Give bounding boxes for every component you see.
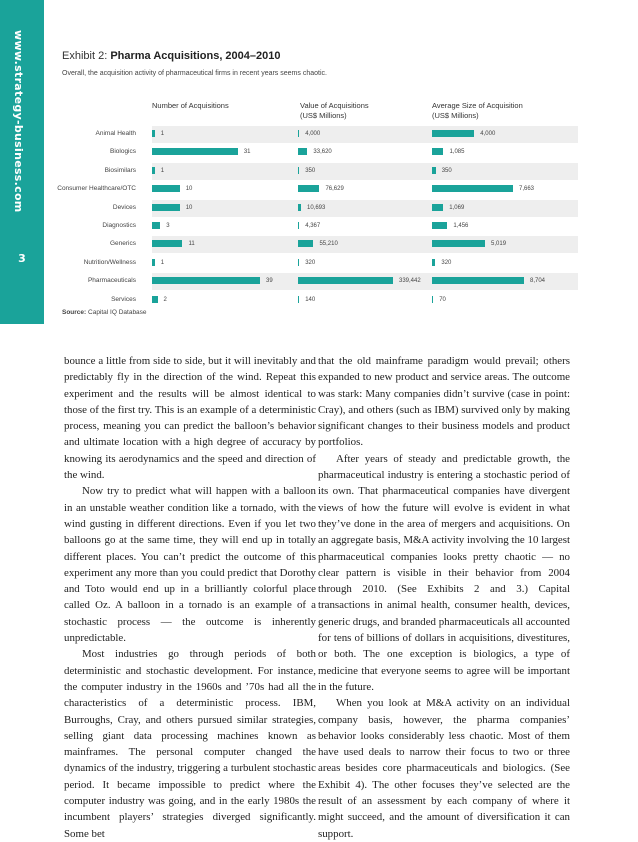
site-url: www.strategy-business.com — [12, 30, 25, 213]
chart-data-label: 10 — [185, 204, 193, 211]
body-paragraph: Now try to predict what will happen with a balloon in an unstable weather condition like a tornado, with the wind gusting in different directions. Even if you let two balloons go at the same time, they will end up in totally different places. You can’t predict the outcome of this experiment any more than you could predict that Dorothy and Toto would end up in a brilliantly colorful place called Oz. A balloon in a tornado is an example of a stochastic process — the outcome is inherently unpredictable. — [64, 485, 316, 645]
chart-bar — [152, 148, 238, 155]
chart-data-label: 1,069 — [449, 204, 465, 211]
chart-row-band — [152, 163, 578, 180]
chart-data-label: 11 — [188, 241, 195, 248]
chart-bar — [432, 148, 443, 155]
chart-bar — [152, 277, 260, 284]
chart-data-label: 39 — [266, 278, 273, 285]
chart-bar — [432, 204, 443, 211]
chart-data-label: 2 — [163, 296, 167, 303]
chart-data-label: 140 — [305, 296, 316, 303]
chart-bar — [152, 259, 155, 266]
chart-bar — [298, 130, 299, 137]
chart-category-label: Pharmaceuticals — [87, 277, 136, 285]
chart-category-label: Services — [111, 295, 136, 303]
chart-column-header-line: Average Size of Acquisition — [432, 101, 523, 110]
chart-bar — [298, 259, 299, 266]
chart-bar — [432, 130, 474, 137]
chart-data-label: 1 — [160, 131, 165, 137]
exhibit-title — [62, 50, 281, 62]
exhibit-label: Exhibit 2: — [62, 50, 111, 62]
body-paragraph: When you look at M&A activity on an individual company basis, however, the pharma companies’ behavior looks considerably less chaotic. Most of them have used deals to narrow their focus to two or three areas besides core pharmaceuticals and biologics. (See Exhibit 4). The other focuses they’ve selected are the result of an assessment by each company of where it might succeed, and the amount of diversification it can support. — [318, 697, 570, 840]
chart-column-header — [432, 101, 523, 121]
chart-data-label: 7,663 — [518, 186, 534, 193]
chart-bar — [432, 277, 524, 284]
body-column-left — [64, 353, 316, 842]
chart-category-label: Biologics — [109, 148, 136, 156]
chart-bar — [152, 130, 155, 137]
chart-column-header — [152, 101, 229, 111]
chart-data-label: 1 — [160, 259, 165, 266]
body-paragraph: After years of steady and predictable growth, the pharmaceutical industry is entering a stochastic period of its own. That pharmaceutical companies have divergent views of how the future will evolve is evident in what they’ve done in the area of mergers and acquisitions. On an aggregate basis, M&A activity involving the 10 largest pharmaceutical companies looks pretty chaotic — no clear pattern is visible in their behavior from 2004 through 2010. (See Exhibits 2 and 3.) Capital transactions in animal health, consumer health, devices, generic drugs, and branded pharmaceuticals all accounted for tens of billions of dollars in acquisitions, divestitures, or both. The one exception is biologics, a type of medicine that everyone seems to agree will be important in the future. — [318, 452, 570, 693]
chart-data-label: 33,620 — [313, 149, 332, 156]
body-paragraph: that the old mainframe paradigm would prevail; others expanded to new product and service areas. The outcome was stark: Many companies didn’t survive (case in point: Cray), and others (such as IBM) survived only by making significant changes to their business models and product portfolios. — [318, 355, 570, 449]
exhibit-title-text: Pharma Acquisitions, 2004–2010 — [110, 50, 281, 62]
chart-data-label: 339,442 — [399, 278, 421, 285]
chart-category-label: Devices — [112, 203, 136, 211]
chart-data-label: 4,000 — [305, 131, 321, 137]
chart-data-label: 10 — [185, 186, 193, 193]
chart-bar — [432, 259, 435, 266]
source-text: Capital IQ Database — [86, 309, 147, 316]
chart-bar — [432, 240, 485, 247]
chart-bar — [152, 296, 158, 303]
chart-data-label: 350 — [441, 167, 452, 174]
body-paragraph: bounce a little from side to side, but it will inevitably and predictably fly in the direction of the wind. Repeat this experiment and the results will be almost identical to those of the first try. This is an example of a deterministic process, meaning you can predict the balloon’s behavior and ultimate location with a high degree of accuracy by knowing its aerodynamics and the speed and direction of the wind. — [64, 355, 316, 482]
chart-row-band — [152, 236, 578, 253]
chart-bar — [152, 185, 180, 192]
chart-bar — [432, 167, 436, 174]
chart-data-label: 320 — [441, 259, 452, 266]
chart-data-label: 3 — [166, 223, 170, 229]
chart-data-label: 8,704 — [530, 278, 546, 285]
chart-bar — [152, 222, 160, 229]
chart-data-label: 76,629 — [325, 186, 344, 193]
chart-bar — [298, 204, 301, 211]
chart-bar — [152, 167, 155, 174]
chart-category-label: Nutrition/Wellness — [83, 258, 136, 266]
chart-data-label: 1 — [160, 167, 165, 174]
chart-data-label: 55,210 — [319, 241, 338, 248]
chart-data-label: 4,367 — [305, 223, 321, 229]
chart-category-label: Diagnostics — [102, 222, 136, 229]
chart-data-label: 31 — [243, 149, 251, 156]
chart-data-label: 1,456 — [453, 223, 469, 229]
chart-column-header — [300, 101, 369, 121]
chart-bar — [152, 204, 180, 211]
chart-column-header-line: (US$ Millions) — [432, 111, 479, 120]
chart-bar — [298, 167, 299, 174]
exhibit-subtitle: Overall, the acquisition activity of pharmaceutical firms in recent years seems chaotic. — [62, 70, 327, 77]
chart-category-label: Biosimilars — [104, 166, 136, 174]
chart-data-label: 350 — [305, 167, 316, 174]
chart-category-label: Consumer Healthcare/OTC — [57, 185, 136, 193]
body-column-right — [318, 353, 570, 842]
chart-bar — [298, 185, 319, 192]
chart-bar — [298, 296, 299, 303]
chart-bar — [298, 277, 393, 284]
chart-data-label: 5,019 — [491, 241, 507, 248]
page-number: 3 — [18, 252, 26, 265]
chart-data-label: 10,693 — [306, 204, 326, 211]
chart-category-label: Animal Health — [95, 130, 136, 137]
chart-bar — [298, 240, 313, 247]
chart-bar — [152, 240, 182, 247]
chart-bar — [298, 222, 299, 229]
chart-bar — [432, 296, 433, 303]
body-paragraph: Most industries go through periods of both deterministic and stochastic development. For instance, the computer industry in the 1960s and ’70s had all the characteristics of a deterministic process. IBM, Burroughs, Cray, and others pursued similar strategies, selling giant data processing machines known as mainframes. The personal computer changed the dynamics of the industry, triggering a turbulent stochastic period. It became impossible to predict where the computer industry was going, and in the early 1980s the incumbent players’ strategies diverged significantly. Some bet — [64, 648, 316, 840]
chart-data-label: 1,085 — [449, 149, 465, 156]
source-label: Source: — [62, 309, 87, 316]
chart-column-header-line: Value of Acquisitions — [300, 101, 369, 110]
chart-column-header-line: (US$ Millions) — [300, 111, 347, 120]
chart-row-band — [152, 200, 578, 217]
source-note — [62, 309, 147, 316]
chart-data-label: 70 — [439, 296, 446, 303]
chart-category-label: Generics — [109, 240, 136, 248]
chart-bar — [432, 185, 513, 192]
chart-data-label: 320 — [305, 259, 316, 266]
chart-row-band — [152, 126, 578, 143]
chart-bar — [298, 148, 307, 155]
chart-column-header-line: Number of Acquisitions — [152, 101, 229, 110]
chart-bar — [432, 222, 447, 229]
chart-data-label: 4,000 — [480, 131, 496, 137]
